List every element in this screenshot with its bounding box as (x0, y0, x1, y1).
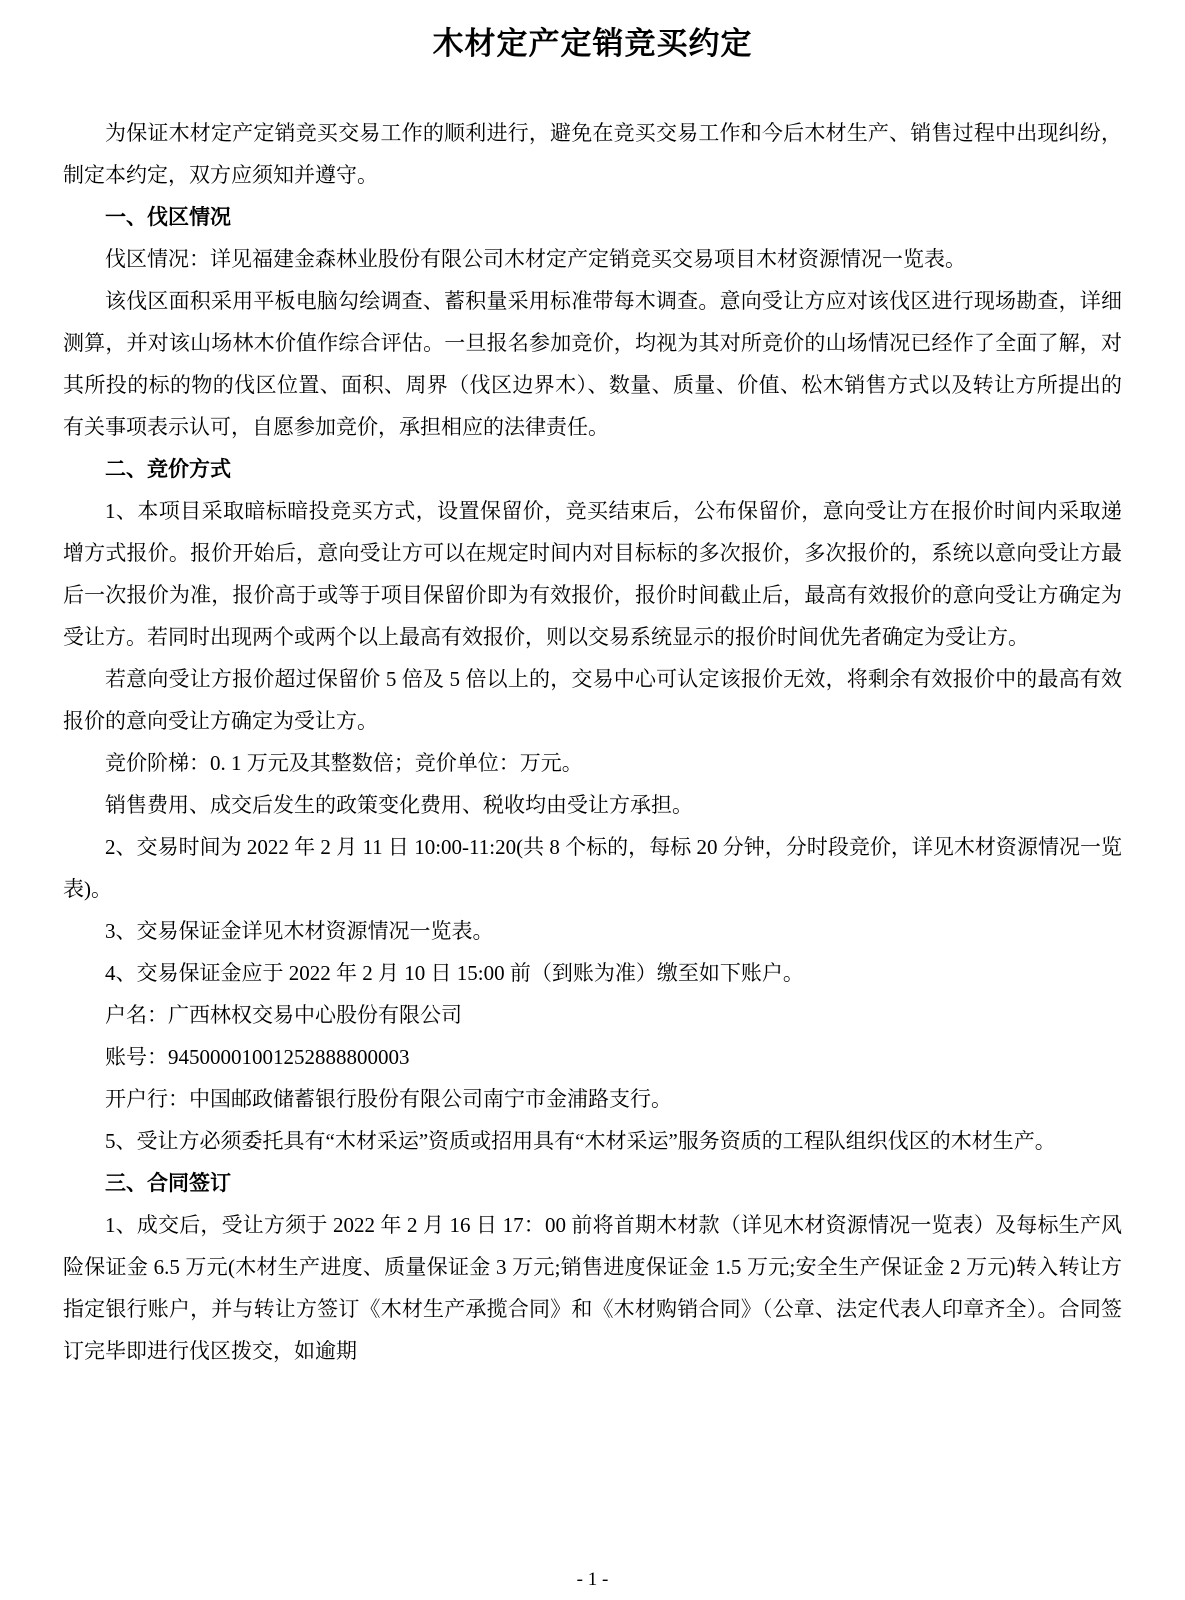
paragraph-felling-area-survey: 该伐区面积采用平板电脑勾绘调查、蓄积量采用标准带每木调查。意向受让方应对该伐区进行现场勘查，详细测算，并对该山场林木价值作综合评估。一旦报名参加竞价，均视为其对所竞价的山场情况已经作了全面了解，对其所投的标的物的伐区位置、面积、周界（伐区边界木）、数量、质量、价值、松木销售方式以及转让方所提出的有关事项表示认可，自愿参加竞价，承担相应的法律责任。 (63, 289, 1122, 439)
paragraph-deposit-see-table: 3、交易保证金详见木材资源情况一览表。 (105, 919, 494, 943)
paragraph-overbid-invalid: 若意向受让方报价超过保留价 5 倍及 5 倍以上的，交易中心可认定该报价无效，将剩余有效报价中的最高有效报价的意向受让方确定为受让方。 (63, 667, 1122, 733)
document-title: 木材定产定销竞买约定 (432, 26, 753, 61)
paragraph-account-name: 户名：广西林权交易中心股份有限公司 (105, 1003, 462, 1027)
paragraph-bank-branch: 开户行：中国邮政储蓄银行股份有限公司南宁市金浦路支行。 (105, 1087, 672, 1111)
intro-paragraph: 为保证木材定产定销竞买交易工作的顺利进行，避免在竞买交易工作和今后木材生产、销售过程中出现纠纷，制定本约定，双方应须知并遵守。 (63, 121, 1122, 187)
paragraph-contract-terms: 1、成交后，受让方须于 2022 年 2 月 16 日 17：00 前将首期木材款（详见木材资源情况一览表）及每标生产风险保证金 6.5 万元(木材生产进度、质量保证金 3 万元;销售进度保证金 1.5 万元;安全生产保证金 2 万元)转入转让方指定银行账户，并与转让方签订《木材生产承揽合同》和《木材购销合同》（公章、法定代表人印章齐全）。合同签订完毕即进行伐区拨交，如逾期 (63, 1213, 1122, 1363)
section-heading-felling-area: 一、伐区情况 (105, 205, 231, 229)
page-number: - 1 - (576, 1569, 609, 1590)
paragraph-trade-time: 2、交易时间为 2022 年 2 月 11 日 10:00-11:20(共 8 个标的，每标 20 分钟，分时段竞价，详见木材资源情况一览表)。 (63, 835, 1122, 901)
paragraph-account-number: 账号：94500001001252888800003 (105, 1045, 410, 1069)
paragraph-bid-increment: 竞价阶梯：0. 1 万元及其整数倍；竞价单位：万元。 (105, 751, 583, 775)
paragraph-logging-qualification: 5、受让方必须委托具有“木材采运”资质或招用具有“木材采运”服务资质的工程队组织伐区的木材生产。 (105, 1129, 1056, 1153)
section-heading-bidding-method: 二、竞价方式 (105, 457, 231, 481)
section-heading-contract-signing: 三、合同签订 (105, 1171, 231, 1195)
paragraph-fees-responsibility: 销售费用、成交后发生的政策变化费用、税收均由受让方承担。 (105, 793, 693, 817)
paragraph-deposit-deadline: 4、交易保证金应于 2022 年 2 月 10 日 15:00 前（到账为准）缴至如下账户。 (105, 961, 804, 985)
paragraph-felling-area-overview: 伐区情况：详见福建金森林业股份有限公司木材定产定销竞买交易项目木材资源情况一览表。 (105, 247, 966, 271)
paragraph-bidding-rules: 1、本项目采取暗标暗投竞买方式，设置保留价，竞买结束后，公布保留价，意向受让方在报价时间内采取递增方式报价。报价开始后，意向受让方可以在规定时间内对目标标的多次报价，多次报价的，系统以意向受让方最后一次报价为准，报价高于或等于项目保留价即为有效报价，报价时间截止后，最高有效报价的意向受让方确定为受让方。若同时出现两个或两个以上最高有效报价，则以交易系统显示的报价时间优先者确定为受让方。 (63, 499, 1122, 649)
